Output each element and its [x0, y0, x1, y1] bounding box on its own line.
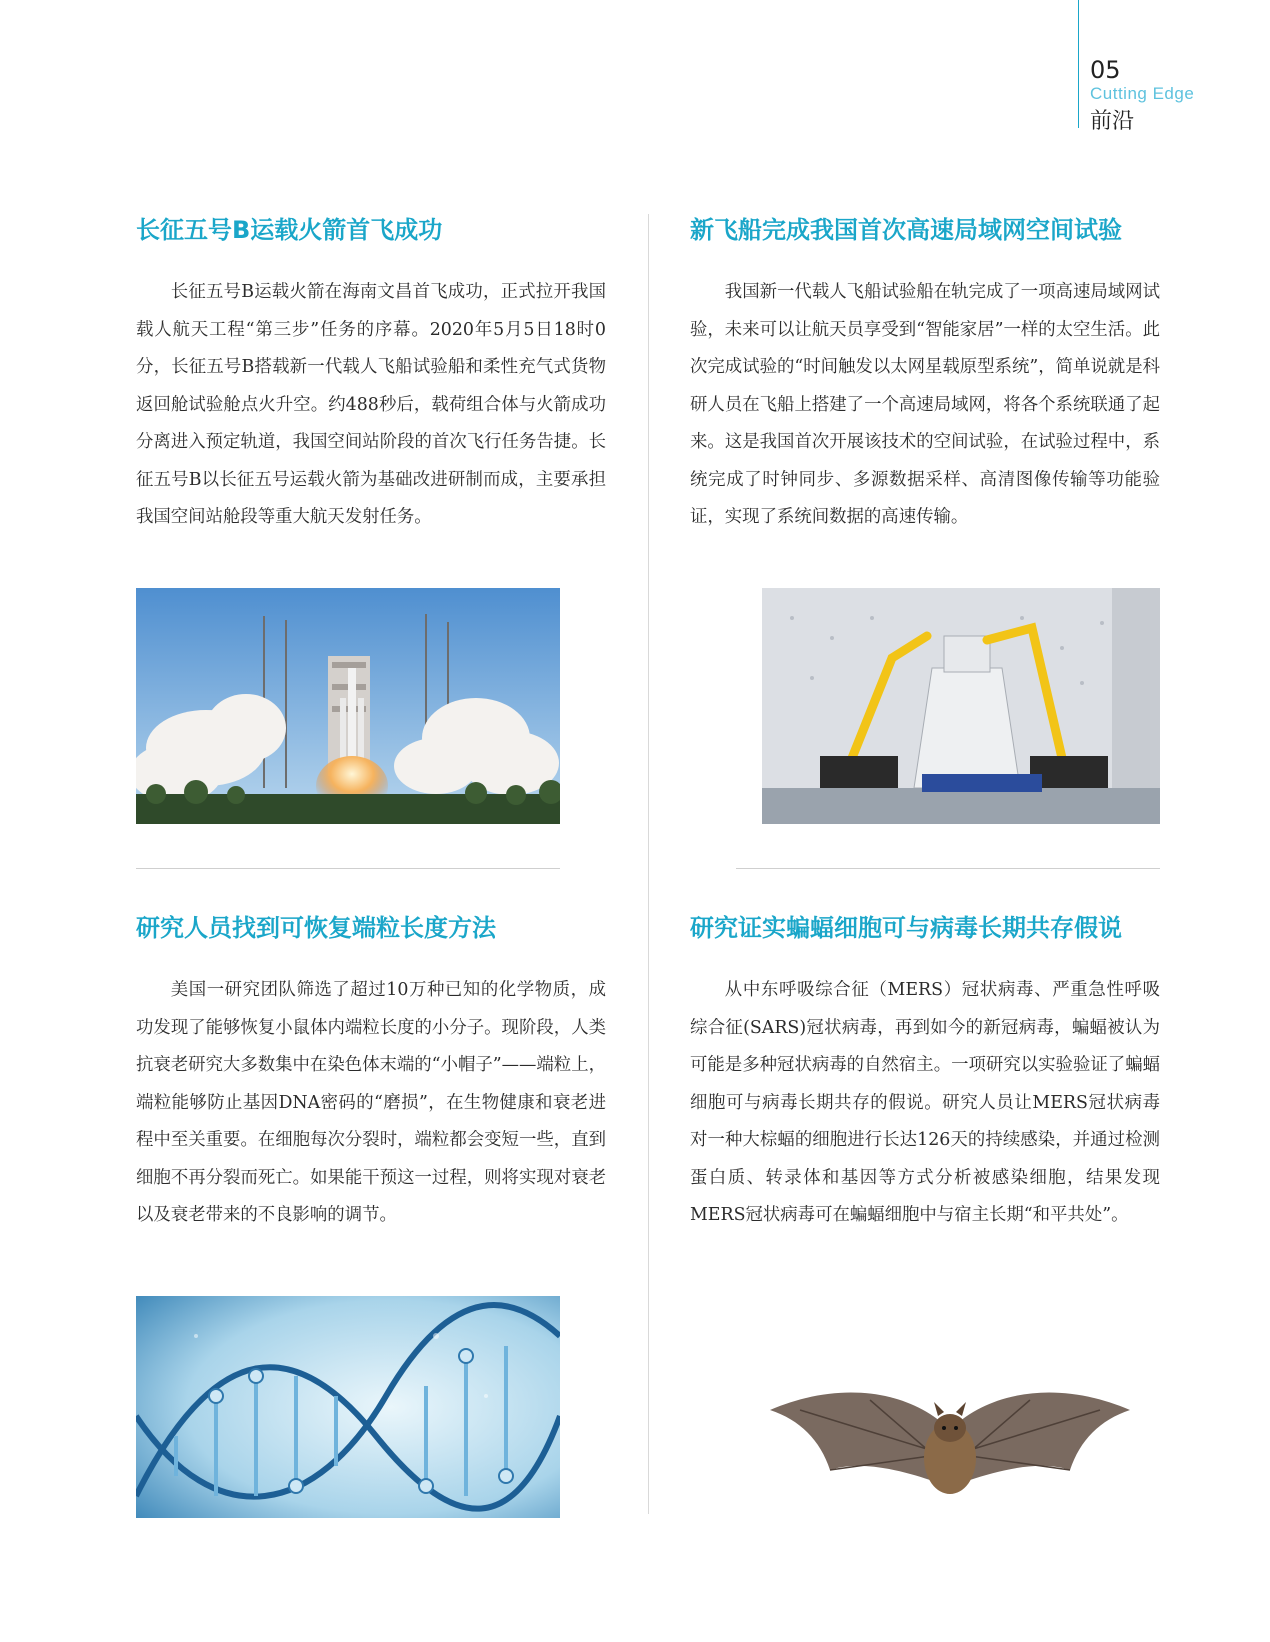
article-title: 新飞船完成我国首次高速局域网空间试验	[690, 216, 1122, 244]
article-spacecraft-lan	[690, 212, 1160, 537]
section-title-cn: 前沿	[1090, 109, 1135, 134]
article-body: 长征五号B运载火箭在海南文昌首飞成功，正式拉开我国载人航天工程“第三步”任务的序幕。2020年5月5日18时0分，长征五号B搭载新一代载人飞船试验船和柔性充气式货物返回舱试验舱点火升空。约488秒后，载荷组合体与火箭成功分离进入预定轨道，我国空间站阶段的首次飞行任务告捷。长征五号B以长征五号运载火箭为基础改进研制而成，主要承担我国空间站舱段等重大航天发射任务。	[136, 282, 606, 527]
bat-photo	[760, 1370, 1140, 1510]
article-title: 研究证实蝙蝠细胞可与病毒长期共存假说	[690, 914, 1122, 942]
page-number: 05	[1090, 56, 1121, 84]
section-title-en: Cutting Edge	[1090, 84, 1195, 103]
article-title: 长征五号B运载火箭首飞成功	[136, 216, 443, 244]
column-divider	[648, 214, 649, 1514]
article-body: 我国新一代载人飞船试验船在轨完成了一项高速局域网试验，未来可以让航天员享受到“智能家居”一样的太空生活。此次完成试验的“时间触发以太网星载原型系统”，简单说就是科研人员在飞船上搭建了一个高速局域网，将各个系统联通了起来。这是我国首次开展该技术的空间试验，在试验过程中，系统完成了时钟同步、多源数据采样、高清图像传输等功能验证，实现了系统间数据的高速传输。	[690, 282, 1160, 527]
article-title: 研究人员找到可恢复端粒长度方法	[136, 914, 496, 942]
header-divider	[1078, 0, 1079, 128]
article-bat-virus	[690, 910, 1160, 1235]
section-divider	[136, 868, 560, 869]
section-divider	[736, 868, 1160, 869]
spacecraft-assembly-photo	[762, 588, 1160, 824]
article-body: 美国一研究团队筛选了超过10万种已知的化学物质，成功发现了能够恢复小鼠体内端粒长度的小分子。现阶段，人类抗衰老研究大多数集中在染色体末端的“小帽子”——端粒上，端粒能够防止基因DNA密码的“磨损”，在生物健康和衰老进程中至关重要。在细胞每次分裂时，端粒都会变短一些，直到细胞不再分裂而死亡。如果能干预这一过程，则将实现对衰老以及衰老带来的不良影响的调节。	[136, 980, 606, 1225]
article-telomere	[136, 910, 606, 1235]
article-rocket-launch	[136, 212, 606, 537]
rocket-launch-photo	[136, 588, 560, 824]
article-body: 从中东呼吸综合征（MERS）冠状病毒、严重急性呼吸综合征(SARS)冠状病毒，再到如今的新冠病毒，蝙蝠被认为可能是多种冠状病毒的自然宿主。一项研究以实验验证了蝙蝠细胞可与病毒长期共存的假说。研究人员让MERS冠状病毒对一种大棕蝠的细胞进行长达126天的持续感染，并通过检测蛋白质、转录体和基因等方式分析被感染细胞，结果发现MERS冠状病毒可在蝙蝠细胞中与宿主长期“和平共处”。	[690, 980, 1160, 1225]
dna-helix-illustration	[136, 1296, 560, 1518]
